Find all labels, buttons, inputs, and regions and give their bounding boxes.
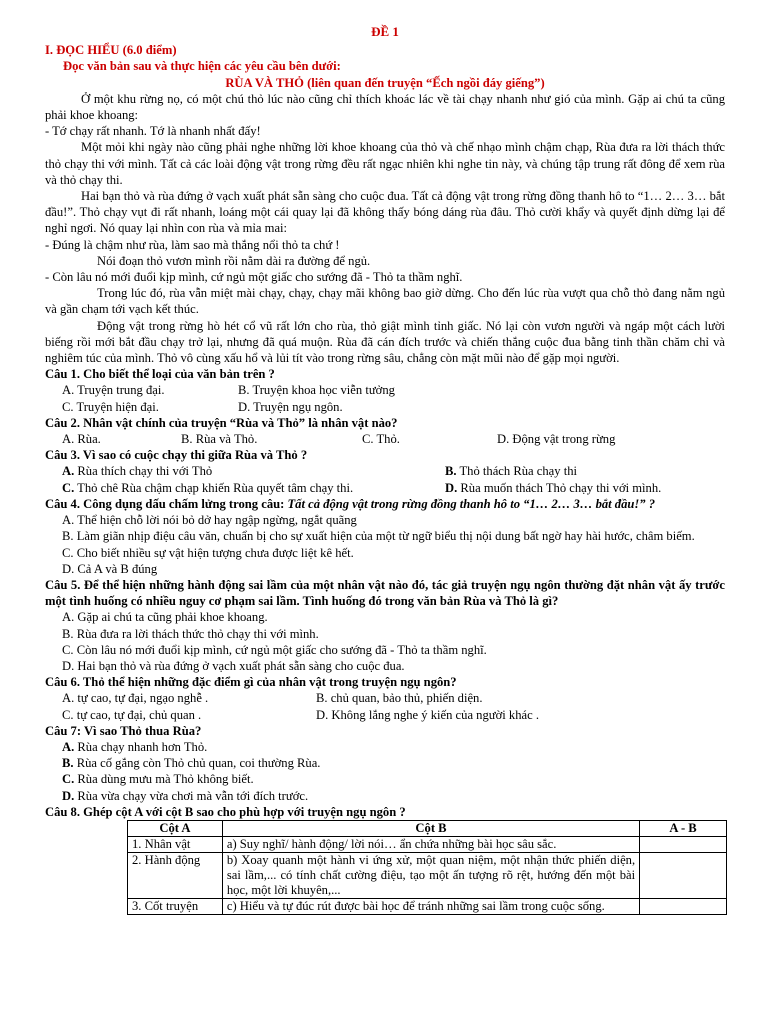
question-5 [45,577,725,674]
cell-b: a) Suy nghĩ/ hành động/ lời nói… ẩn chứa những bài học sâu sắc. [222,836,639,852]
option-c: C. Thỏ. [362,432,400,447]
option-b: B. Rùa đưa ra lời thách thức thỏ chạy thi với mình. [62,626,319,641]
cell-a: 1. Nhân vật [128,836,223,852]
option-c: C. Cho biết nhiều sự vật hiện tượng chưa được liệt kê hết. [62,545,354,560]
option-b: B. Rùa và Thỏ. [181,432,258,447]
option-b: B. Làm giãn nhịp điệu câu văn, chuẩn bị cho sự xuất hiện của một từ ngữ biểu thị nội dung bất ngờ hay hài hước, châm biếm. [62,529,695,544]
option-c: C. Còn lâu nó mới đuổi kịp mình, cứ ngủ một giấc cho sướng đã - Thỏ ta thầm nghĩ. [62,642,487,657]
option-d: D. Không lắng nghe ý kiến của người khác . [316,707,539,722]
table-row [128,852,727,898]
story-paragraph: - Đúng là chậm như rùa, làm sao mà thắng nổi thỏ ta chứ ! [45,237,340,252]
option-d: D. Rùa muốn thách Thỏ chạy thi với mình. [445,480,662,495]
question-stem: Câu 1. Cho biết thể loại của văn bản trên ? [45,367,275,382]
question-1 [45,366,725,415]
option-c: C. Rùa dùng mưu mà Thỏ không biết. [62,772,254,787]
option-b: B. Thỏ thách Rùa chạy thi [445,464,577,479]
question-8 [45,804,725,915]
story-paragraph: Hai bạn thỏ và rùa đứng ở vạch xuất phát sẵn sàng cho cuộc đua. Tất cả động vật trong rừng đồng thanh hô to “1… 2… 3… bắt đầu!”. Thỏ chạy vụt đi rất nhanh, loáng một cái quay lại đã không thấy bóng dáng rùa đâu. Thỏ cười khẩy và quyết định dừng lại để nghỉ ngơi. Nó quay lại nhìn con rùa và mỉa mai: [45,189,725,236]
option-b: B. Rùa cố gắng còn Thỏ chủ quan, coi thường Rùa. [62,756,321,771]
option-a: A. Rùa chạy nhanh hơn Thỏ. [62,739,208,754]
exam-page [45,24,725,915]
column-ab-header: A - B [640,820,727,836]
cell-a: 3. Cốt truyện [128,898,223,914]
option-c: C. tự cao, tự đại, chủ quan . [62,707,202,722]
story-paragraph: Ở một khu rừng nọ, có một chú thỏ lúc nào cũng chỉ thích khoác lác về tài chạy nhanh như gió của mình. Gặp ai chú ta cũng phải khoe khoang: [45,91,725,123]
option-a: A. tự cao, tự đại, ngạo nghễ . [62,691,209,706]
option-b: B. chủ quan, bảo thủ, phiến diện. [316,691,483,706]
question-7 [45,723,725,804]
option-a: A. Truyện trung đại. [62,383,165,398]
instruction: Đọc văn bản sau và thực hiện các yêu cầu bên dưới: [63,59,341,74]
section-title: I. ĐỌC HIỂU (6.0 điểm) [45,43,177,58]
column-a-header: Cột A [128,820,223,836]
cell-b: c) Hiểu và tự đúc rút được bài học để tránh những sai lầm trong cuộc sống. [222,898,639,914]
option-d: D. Động vật trong rừng [497,432,616,447]
option-c: C. Truyện hiện đại. [62,399,159,414]
story-paragraph: - Tớ chạy rất nhanh. Tớ là nhanh nhất đấy! [45,124,261,139]
option-d: D. Hai bạn thỏ và rùa đứng ở vạch xuất phát sẵn sàng cho cuộc đua. [62,658,405,673]
story-paragraph: Động vật trong rừng hò hét cổ vũ rất lớn cho rùa, thỏ giật mình tỉnh giấc. Nó lại còn vươn người và ngáp một cách lười biếng rồi mới bắt đầu chạy trở lại, nhưng đã quá muộn. Rùa đã cán đích trước và chiến thắng cuộc đua bằng tinh thần chăm chỉ và nghiêm túc của mình. Thỏ vô cùng xấu hổ và lủi tít vào trong rừng sâu, chẳng còn mặt mũi nào để gặp mọi người. [45,318,725,366]
option-d: D. Rùa vừa chạy vừa chơi mà vẫn tới đích trước. [62,788,309,803]
option-d: D. Cả A và B đúng [62,561,158,576]
column-b-header: Cột B [222,820,639,836]
question-stem: Câu 3. Vì sao có cuộc chạy thi giữa Rùa và Thỏ ? [45,448,308,463]
option-a: A. Rùa thích chạy thi với Thỏ [62,464,213,479]
cell-ab[interactable] [640,852,727,898]
question-4 [45,496,725,577]
story-paragraph: - Còn lâu nó mới đuổi kịp mình, cứ ngủ một giấc cho sướng đã - Thỏ ta thầm nghĩ. [45,270,463,285]
option-a: A. Gặp ai chú ta cũng phải khoe khoang. [62,610,268,625]
question-stem: Câu 8. Ghép cột A với cột B sao cho phù hợp với truyện ngụ ngôn ? [45,804,406,819]
cell-b: b) Xoay quanh một hành vi ứng xử, một quan niệm, một nhận thức phiến diện, sai lầm,... có tính chất cường điệu, tạo một ấn tượng rõ rệt, hướng đến một bài học, một lời khuyên,... [222,852,639,898]
story-title: RÙA VÀ THỎ (liên quan đến truyện “Ếch ngồi đáy giếng”) [225,75,545,90]
story-paragraph: Một mỏi khi ngày nào cũng phải nghe những lời khoe khoang của thỏ và chế nhạo mình chậm chạp, Rùa đưa ra lời thách thức thỏ chạy thi với mình. Tất cả các loài động vật trong rừng đều rất ngạc nhiên khi nghe tin này, và chúng tập trung rất đông để xem rùa và thỏ chạy thi. [45,140,725,187]
question-stem: Câu 2. Nhân vật chính của truyện “Rùa và Thỏ” là nhân vật nào? [45,415,398,430]
story-paragraph: Trong lúc đó, rùa vẫn miệt mài chạy, chạy, chạy mãi không bao giờ dừng. Cho đến lúc rùa vượt qua chỗ thỏ đang nằm ngủ và gần chạm tới vạch kết thúc. [45,286,725,317]
match-table [127,820,727,915]
question-3 [45,447,725,496]
story-text [45,91,725,366]
question-stem: Câu 5. Để thể hiện những hành động sai lầm của một nhân vật nào đó, tác giả truyện ngụ ngôn thường đặt nhân vật ấy trước một tình huống có nhiều nguy cơ phạm sai lầm. Tình huống đó trong văn bản Rùa và Thỏ là gì? [45,577,725,609]
cell-ab[interactable] [640,836,727,852]
option-a: A. Thể hiện chỗ lời nói bỏ dở hay ngập ngừng, ngắt quãng [62,513,357,528]
cell-a: 2. Hành động [128,852,223,898]
option-a: A. Rùa. [62,432,101,447]
option-b: B. Truyện khoa học viễn tưởng [238,383,395,398]
question-6 [45,674,725,723]
question-stem: Câu 7: Vì sao Thỏ thua Rùa? [45,723,202,738]
table-header-row [128,820,727,836]
option-c: C. Thỏ chê Rùa chậm chạp khiến Rùa quyết tâm chạy thi. [62,480,354,495]
option-d: D. Truyện ngụ ngôn. [238,399,343,414]
question-stem: Câu 4. Công dụng dấu chấm lửng trong câu: Tất cả động vật trong rừng đồng thanh hô to “1… 2… 3… bắt đầu!” ? [45,496,656,511]
question-2 [45,415,725,447]
story-paragraph: Nói đoạn thỏ vươn mình rồi nằm dài ra đường để ngủ. [97,253,371,268]
table-row [128,898,727,914]
table-row [128,836,727,852]
cell-ab[interactable] [640,898,727,914]
exam-title: ĐỀ 1 [371,24,399,39]
question-stem: Câu 6. Thỏ thể hiện những đặc điểm gì của nhân vật trong truyện ngụ ngôn? [45,675,457,690]
